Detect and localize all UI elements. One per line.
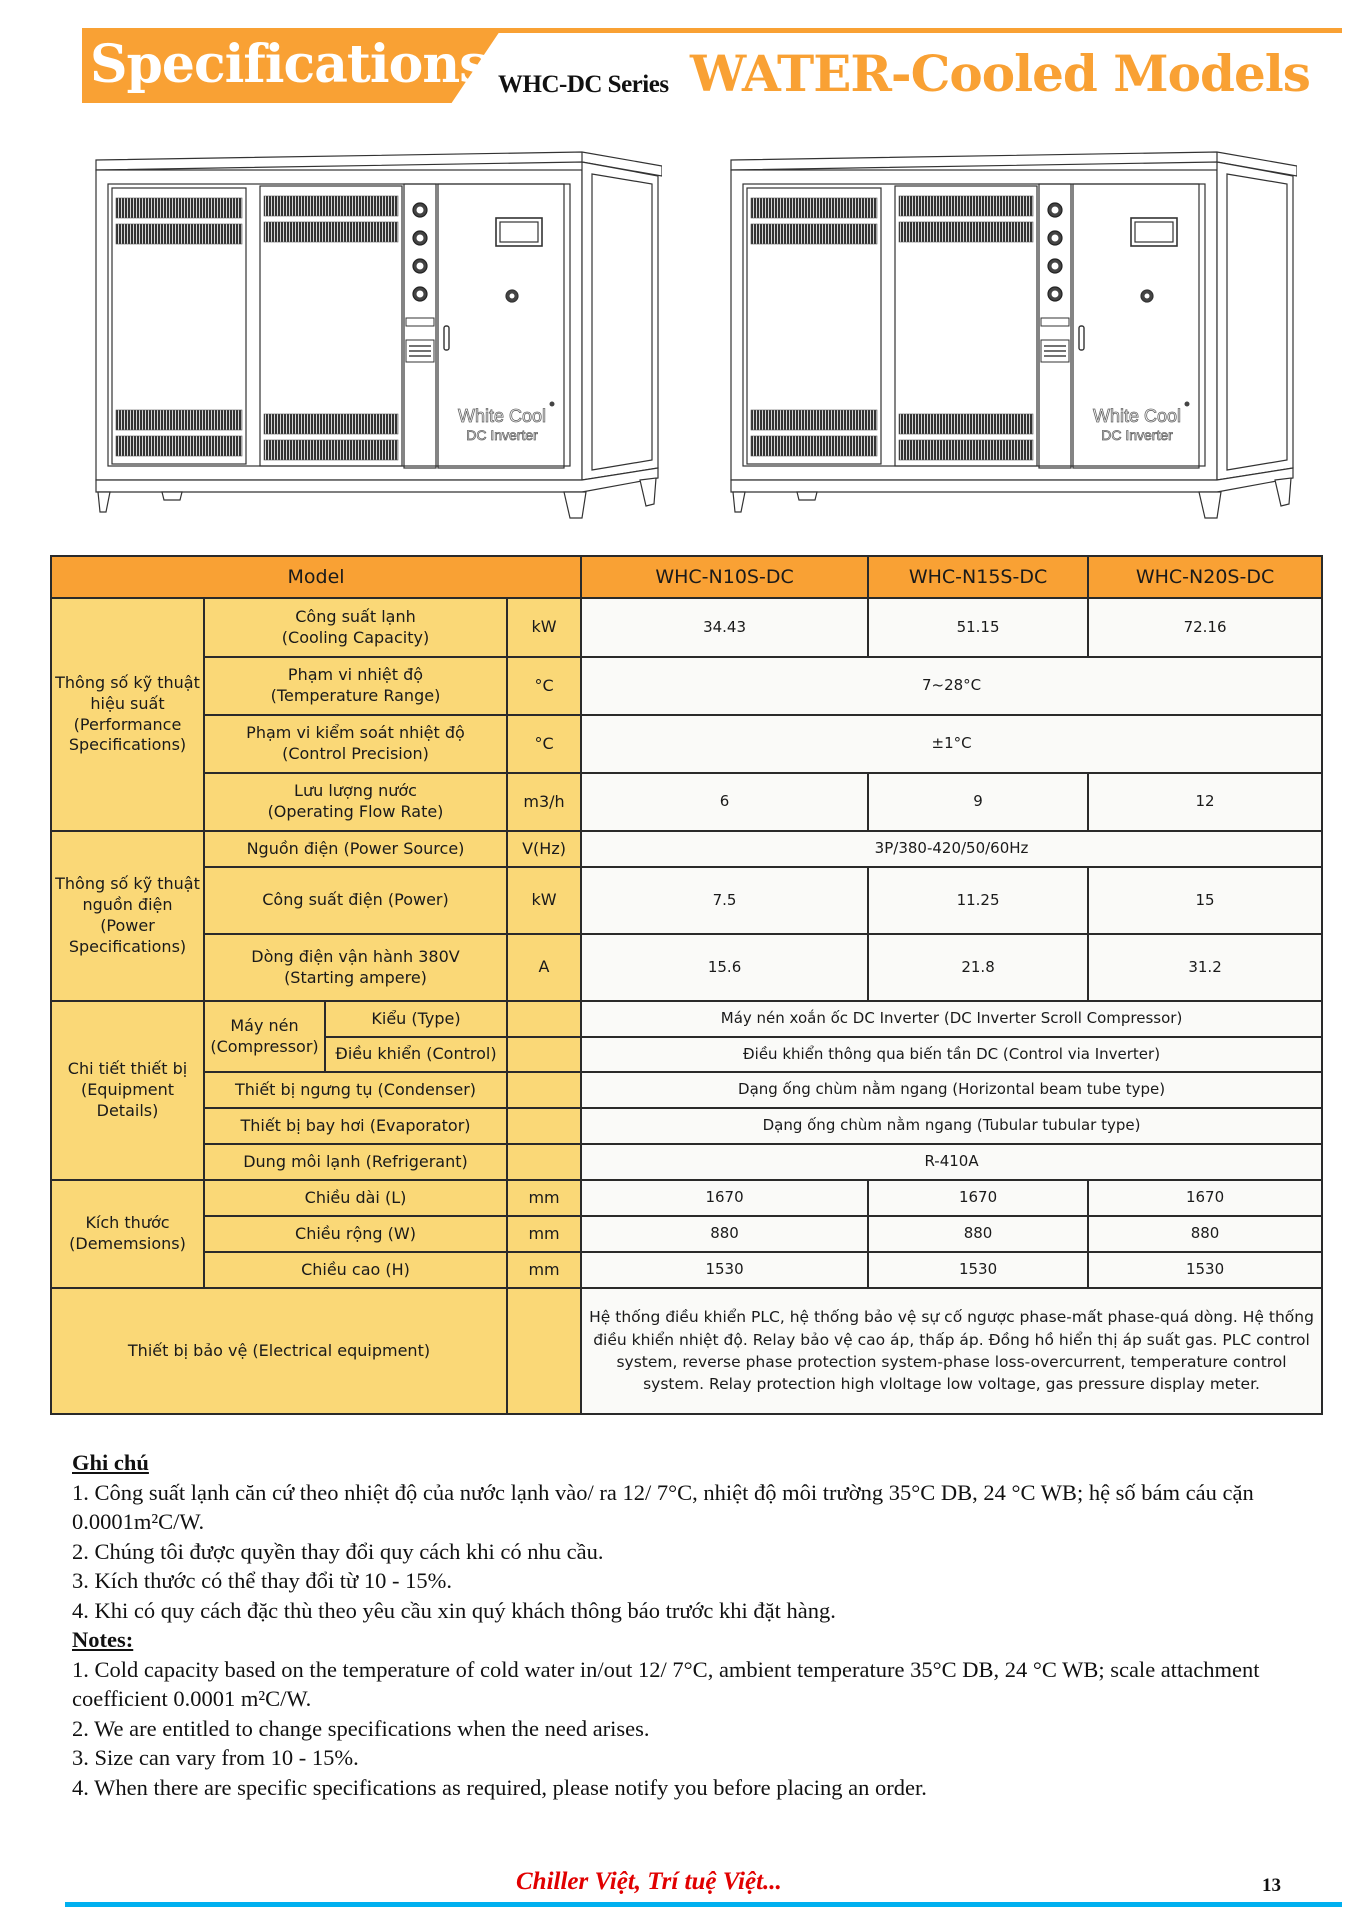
value-cell: 21.8 <box>868 934 1088 1001</box>
table-row <box>51 1144 1322 1180</box>
value-cell: 1530 <box>581 1252 868 1288</box>
series-label: WHC-DC Series <box>498 71 669 98</box>
unit-cell: V(Hz) <box>507 831 581 867</box>
unit-cell <box>507 1288 581 1414</box>
value-cell: Dạng ống chùm nằm ngang (Horizontal beam tube type) <box>581 1072 1322 1108</box>
note-item: 3. Size can vary from 10 - 15%. <box>72 1745 359 1770</box>
svg-text:White Cool: White Cool <box>457 406 547 426</box>
unit-cell <box>507 1108 581 1144</box>
note-item: 1. Công suất lạnh căn cứ theo nhiệt độ của nước lạnh vào/ ra 12/ 7°C, nhiệt độ môi trường 35°C DB, 24 °C WB; hệ số bám cáu cặn 0.0001m²C/W. <box>72 1479 1254 1534</box>
row-label: Phạm vi kiểm soát nhiệt độ (Control Precision) <box>204 715 507 773</box>
value-cell: 1530 <box>1088 1252 1322 1288</box>
table-row <box>51 1288 1322 1414</box>
table-header-row <box>51 556 1322 598</box>
table-row <box>51 1108 1322 1144</box>
group-dimensions: Kích thước (Dememsions) <box>51 1180 204 1288</box>
group-performance: Thông số kỹ thuật hiệu suất (Performance Specifications) <box>51 598 204 831</box>
model-header: Model <box>51 556 581 598</box>
spec-table <box>50 555 1323 1415</box>
model-column-header: WHC-N15S-DC <box>868 556 1088 598</box>
protection-description: Hệ thống điều khiển PLC, hệ thống bảo vệ sự cố ngược phase-mất phase-quá dòng. Hệ thống điều khiển nhiệt độ. Relay bảo vệ cao áp, thấp áp. Đồng hồ hiển thị áp suất gas. PLC control system, reverse phase protection system-phase loss-overcurrent, temperature control system. Relay protection high vloltage low voltage, gas pressure display meter. <box>581 1288 1322 1414</box>
unit-cell <box>507 1144 581 1180</box>
unit-cell: mm <box>507 1180 581 1216</box>
value-cell: 72.16 <box>1088 598 1322 657</box>
unit-cell: mm <box>507 1216 581 1252</box>
note-item: 4. Khi có quy cách đặc thù theo yêu cầu xin quý khách thông báo trước khi đặt hàng. <box>72 1597 836 1623</box>
value-cell: 31.2 <box>1088 934 1322 1001</box>
table-row <box>51 934 1322 1001</box>
unit-cell: m3/h <box>507 773 581 831</box>
notes-en-heading: Notes: <box>72 1627 134 1652</box>
row-label: Thiết bị bay hơi (Evaporator) <box>204 1108 507 1144</box>
unit-cell: °C <box>507 715 581 773</box>
row-label: Điều khiển (Control) <box>325 1037 507 1072</box>
unit-cell: A <box>507 934 581 1001</box>
model-column-header: WHC-N20S-DC <box>1088 556 1322 598</box>
unit-cell: kW <box>507 598 581 657</box>
table-row <box>51 715 1322 773</box>
value-cell: 51.15 <box>868 598 1088 657</box>
value-cell: 15.6 <box>581 934 868 1001</box>
row-label: Chiều cao (H) <box>204 1252 507 1288</box>
row-label: Thiết bị ngưng tụ (Condenser) <box>204 1072 507 1108</box>
note-item: 3. Kích thước có thể thay đổi từ 10 - 15%. <box>72 1568 452 1593</box>
chiller-illustration-left <box>92 148 662 520</box>
chiller-illustration-right <box>727 148 1297 520</box>
page-subtitle: WATER-Cooled Models <box>690 44 1310 103</box>
value-cell: 7~28°C <box>581 657 1322 715</box>
unit-cell: mm <box>507 1252 581 1288</box>
value-cell: Máy nén xoắn ốc DC Inverter (DC Inverter Scroll Compressor) <box>581 1001 1322 1037</box>
row-label: Công suất điện (Power) <box>204 867 507 934</box>
value-cell: Điều khiển thông qua biến tần DC (Control via Inverter) <box>581 1037 1322 1072</box>
page-title: Specifications <box>90 34 488 95</box>
note-item: 1. Cold capacity based on the temperature of cold water in/out 12/ 7°C, ambient temperature 35°C DB, 24 °C WB; scale attachment coefficient 0.0001 m²C/W. <box>72 1656 1260 1711</box>
value-cell: 12 <box>1088 773 1322 831</box>
row-label: Lưu lượng nước (Operating Flow Rate) <box>204 773 507 831</box>
value-cell: 1670 <box>581 1180 868 1216</box>
table-row <box>51 831 1322 867</box>
row-label: Chiều rộng (W) <box>204 1216 507 1252</box>
value-cell: 880 <box>581 1216 868 1252</box>
row-label: Phạm vi nhiệt độ (Temperature Range) <box>204 657 507 715</box>
row-label: Dòng điện vận hành 380V (Starting ampere) <box>204 934 507 1001</box>
value-cell: 1670 <box>1088 1180 1322 1216</box>
group-power: Thông số kỹ thuật nguồn điện (Power Specifications) <box>51 831 204 1001</box>
value-cell: 3P/380-420/50/60Hz <box>581 831 1322 867</box>
model-column-header: WHC-N10S-DC <box>581 556 868 598</box>
value-cell: 7.5 <box>581 867 868 934</box>
row-label: Nguồn điện (Power Source) <box>204 831 507 867</box>
footer-rule <box>65 1902 1342 1907</box>
value-cell: 6 <box>581 773 868 831</box>
value-cell: ±1°C <box>581 715 1322 773</box>
note-item: 4. When there are specific specifications as required, please notify you before placing an order. <box>72 1774 927 1800</box>
value-cell: 11.25 <box>868 867 1088 934</box>
value-cell: 34.43 <box>581 598 868 657</box>
group-equipment: Chi tiết thiết bị (Equipment Details) <box>51 1001 204 1180</box>
svg-text:DC Inverter: DC Inverter <box>466 427 538 443</box>
unit-cell: kW <box>507 867 581 934</box>
value-cell: 15 <box>1088 867 1322 934</box>
unit-cell <box>507 1001 581 1037</box>
note-item: 2. We are entitled to change specifications when the need arises. <box>72 1715 650 1741</box>
value-cell: 880 <box>868 1216 1088 1252</box>
value-cell: R-410A <box>581 1144 1322 1180</box>
notes-vi-heading: Ghi chú <box>72 1450 149 1475</box>
footer-slogan: Chiller Việt, Trí tuệ Việt... <box>516 1868 782 1895</box>
table-row <box>51 1180 1322 1216</box>
row-label: Công suất lạnh (Cooling Capacity) <box>204 598 507 657</box>
value-cell: 9 <box>868 773 1088 831</box>
row-label: Thiết bị bảo vệ (Electrical equipment) <box>51 1288 507 1414</box>
value-cell: 880 <box>1088 1216 1322 1252</box>
row-label: Kiểu (Type) <box>325 1001 507 1037</box>
value-cell: 1670 <box>868 1180 1088 1216</box>
table-row <box>51 773 1322 831</box>
note-item: 2. Chúng tôi được quyền thay đổi quy cách khi có nhu cầu. <box>72 1538 604 1564</box>
table-row <box>51 1252 1322 1288</box>
unit-cell: °C <box>507 657 581 715</box>
row-label: Chiều dài (L) <box>204 1180 507 1216</box>
svg-text:DC Inverter: DC Inverter <box>1101 427 1173 443</box>
compressor-label: Máy nén (Compressor) <box>204 1001 325 1072</box>
svg-text:White Cool: White Cool <box>1092 406 1182 426</box>
table-row <box>51 867 1322 934</box>
table-row <box>51 657 1322 715</box>
value-cell: 1530 <box>868 1252 1088 1288</box>
table-row <box>51 1216 1322 1252</box>
row-label: Dung môi lạnh (Refrigerant) <box>204 1144 507 1180</box>
table-row <box>51 598 1322 657</box>
table-row <box>51 1072 1322 1108</box>
page-number: 13 <box>1262 1875 1281 1896</box>
notes-section <box>72 1448 1312 1802</box>
value-cell: Dạng ống chùm nằm ngang (Tubular tubular type) <box>581 1108 1322 1144</box>
table-row <box>51 1001 1322 1037</box>
unit-cell <box>507 1072 581 1108</box>
unit-cell <box>507 1037 581 1072</box>
